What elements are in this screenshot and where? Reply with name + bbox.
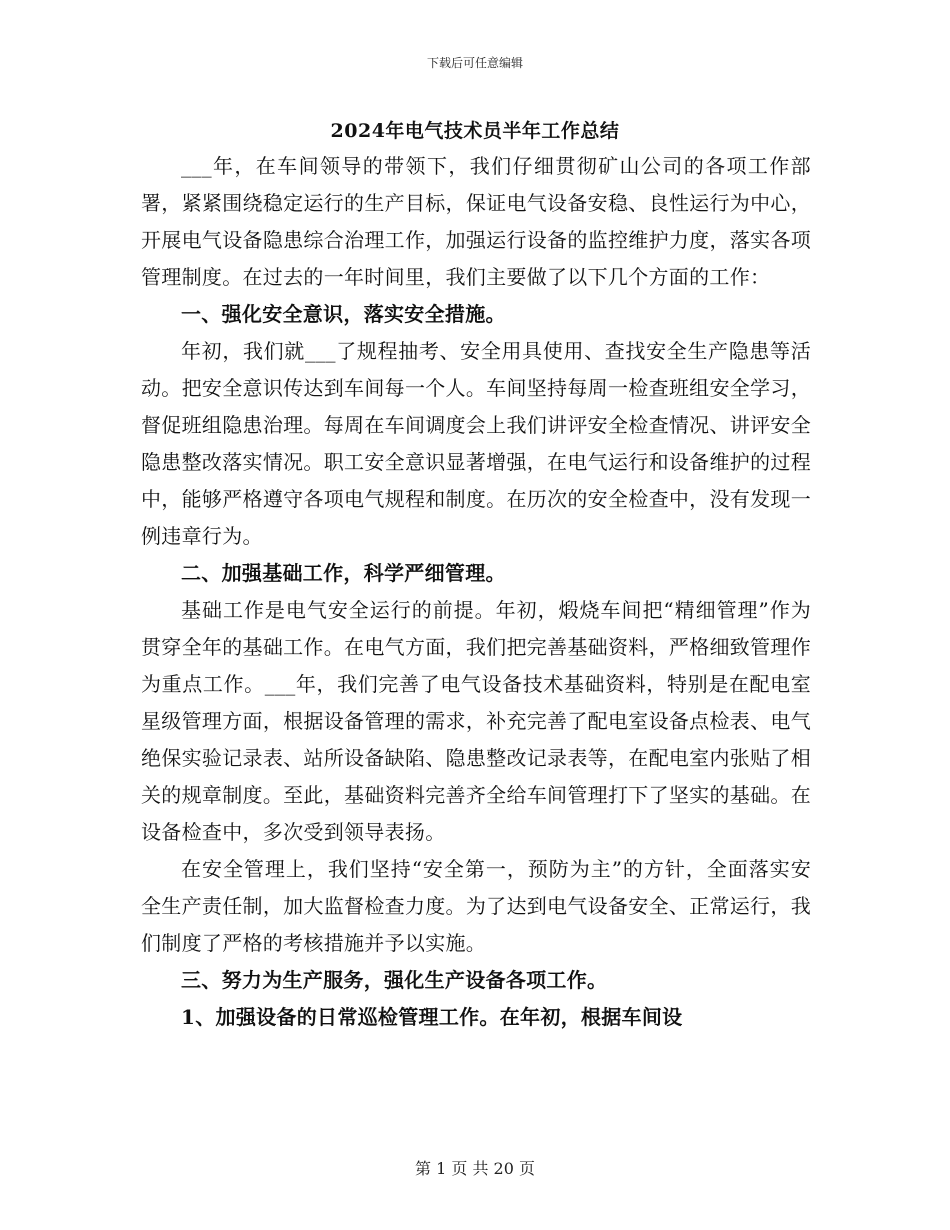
paragraph-section-2a: 基础工作是电气安全运行的前提。年初，煅烧车间把“精细管理”作为贯穿全年的基础工作。在电气方面，我们把完善基础资料，严格细致管理作为重点工作。___年，我们完善了电气设备技术基础资料，特别是在配电室星级管理方面，根据设备管理的需求，补充完善了配电室设备点检表、电气绝保实验记录表、站所设备缺陷、隐患整改记录表等，在配电室内张贴了相关的规章制度。至此，基础资料完善齐全给车间管理打下了坚实的基础。在设备检查中，多次受到领导表扬。 xyxy=(141,598,811,844)
paragraph-intro: ___年，在车间领导的带领下，我们仔细贯彻矿山公司的各项工作部署，紧紧围绕稳定运行的生产目标，保证电气设备安稳、良性运行为中心，开展电气设备隐患综合治理工作，加强运行设备的监控维护力度，落实各项管理制度。在过去的一年时间里，我们主要做了以下几个方面的工作： xyxy=(141,154,811,289)
section-heading-3: 三、努力为生产服务，强化生产设备各项工作。 xyxy=(181,968,608,992)
section-heading-2: 二、加强基础工作，科学严细管理。 xyxy=(181,561,506,585)
document-body xyxy=(141,148,811,1036)
page-number: 第 1 页 共 20 页 xyxy=(415,1159,535,1178)
header-note: 下载后可任意编辑 xyxy=(426,56,523,70)
paragraph-section-1: 年初，我们就___了规程抽考、安全用具使用、查找安全生产隐患等活动。把安全意识传达到车间每一个人。车间坚持每周一检查班组安全学习，督促班组隐患治理。每周在车间调度会上我们讲评安全检查情况、讲评安全隐患整改落实情况。职工安全意识显著增强，在电气运行和设备维护的过程中，能够严格遵守各项电气规程和制度。在历次的安全检查中，没有发现一例违章行为。 xyxy=(141,339,811,548)
subsection-heading-3-1: 1、加强设备的日常巡检管理工作。在年初，根据车间设 xyxy=(181,1005,683,1029)
paragraph-section-2b: 在安全管理上，我们坚持“安全第一，预防为主”的方针，全面落实安全生产责任制，加大监督检查力度。为了达到电气设备安全、正常运行，我们制度了严格的考核措施并予以实施。 xyxy=(141,857,811,955)
document-title: 2024年电气技术员半年工作总结 xyxy=(330,120,620,142)
section-heading-1: 一、强化安全意识，落实安全措施。 xyxy=(181,302,506,326)
